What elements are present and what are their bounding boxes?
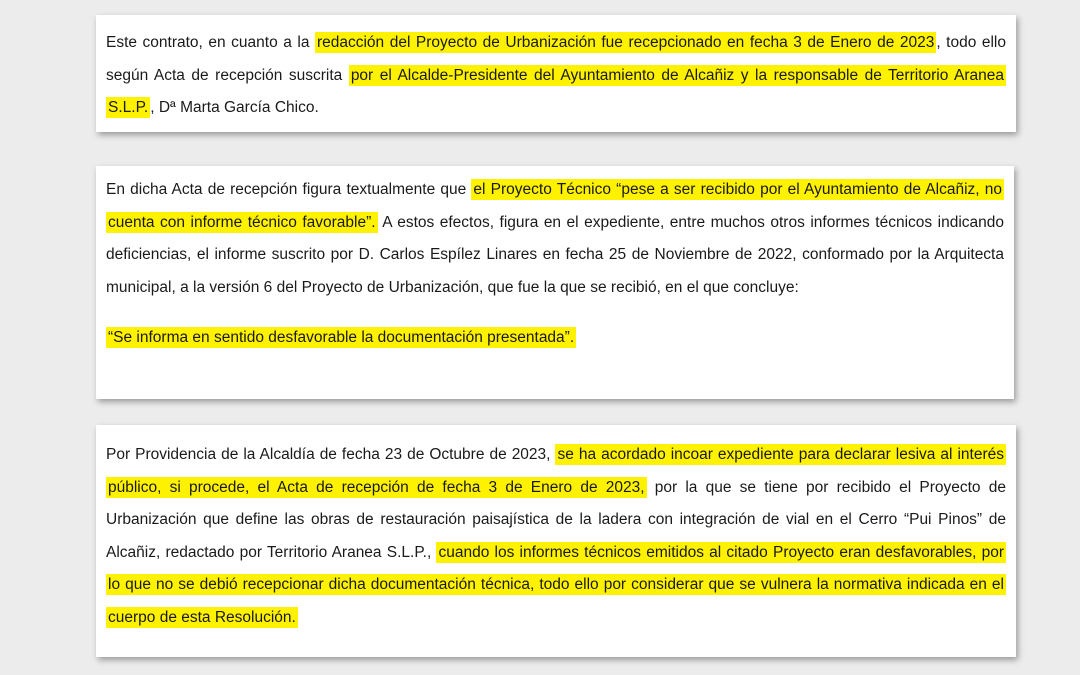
text-run: A estos efectos, figura en el expediente, entre muchos otros informes técnicos indicando deficiencias, el informe suscrito por D. Carlos Espílez Linares en fecha 25 de Noviembre de 2022, conformado por la Arquitecta municipal, a la versión 6 del Proyecto de Urbanización, que fue la que se recibió, en el que concluye: <box>106 213 1005 296</box>
paragraph <box>106 439 1006 634</box>
paragraph <box>106 174 1004 304</box>
text-run: Por Providencia de la Alcaldía de fecha 23 de Octubre de 2023, <box>106 446 556 463</box>
text-block-3 <box>96 425 1016 657</box>
text-run: , Dª Marta García Chico. <box>150 99 319 116</box>
highlighted-text: cuando los informes técnicos emitidos al citado Proyecto eran desfavorables, por lo que no se debió recepcionar dicha documentación técnica, todo ello por considerar que se vulnera la normativa indicada en el cuerpo de esta Resolución. <box>108 543 1004 626</box>
quoted-conclusion <box>106 322 1004 355</box>
highlighted-text: se ha acordado incoar expediente para declarar lesiva al interés público, si procede, el Acta de recepción de fecha 3 de Enero de 2023, <box>108 446 1005 496</box>
highlighted-text: el Proyecto Técnico “pese a ser recibido por el Ayuntamiento de Alcañiz, no cuenta con informe técnico favorable”. <box>108 181 1002 231</box>
highlighted-text: “Se informa en sentido desfavorable la documentación presentada”. <box>108 329 575 346</box>
text-block-1 <box>96 15 1016 132</box>
text-run: Este contrato, en cuanto a la <box>106 34 315 51</box>
text-run: , todo ello según Acta de recepción suscrita <box>106 34 1006 84</box>
text-run: En dicha Acta de recepción figura textualmente que <box>106 181 472 198</box>
paragraph <box>106 27 1006 125</box>
text-run: por la que se tiene por recibido el Proyecto de Urbanización que define las obras de restauración paisajística de la ladera con integración de vial en el Cerro “Pui Pinos” de Alcañiz, redactado por Territorio Aranea S.L.P., <box>106 478 1006 561</box>
text-block-2 <box>96 166 1014 399</box>
highlighted-text: por el Alcalde-Presidente del Ayuntamiento de Alcañiz y la responsable de Territorio Aranea S.L.P. <box>108 66 1004 116</box>
highlighted-text: redacción del Proyecto de Urbanización fue recepcionado en fecha 3 de Enero de 2023 <box>316 34 935 51</box>
